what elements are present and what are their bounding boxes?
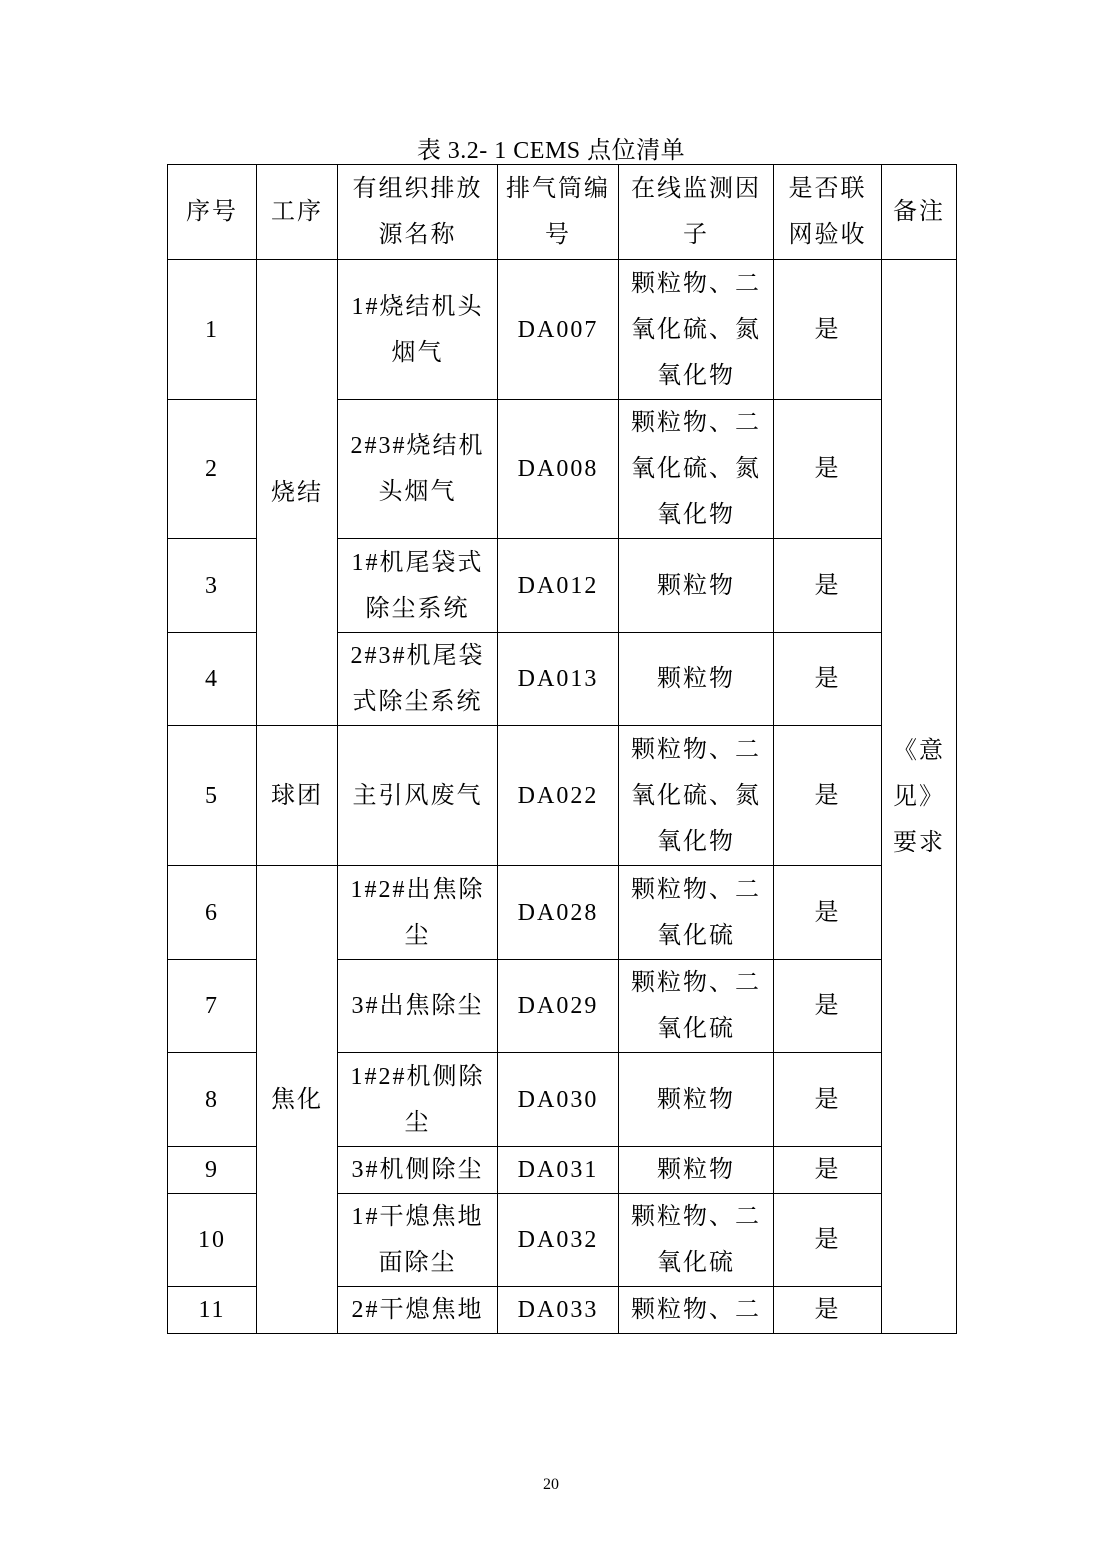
cell-accepted: 是 [774,1053,882,1147]
cell-process-sinter: 烧结 [257,260,338,726]
cell-source: 2#3#机尾袋式除尘系统 [338,633,498,726]
cell-source: 主引风废气 [338,726,498,866]
cell-stack: DA031 [498,1147,619,1194]
table-caption: 表 3.2- 1 CEMS 点位清单 [416,138,686,164]
cell-factors: 颗粒物 [619,1147,774,1194]
cell-accepted: 是 [774,633,882,726]
cell-factors: 颗粒物 [619,633,774,726]
cell-factors: 颗粒物、二氧化硫 [619,1194,774,1287]
header-remark: 备注 [882,165,957,260]
cell-factors: 颗粒物、二氧化硫 [619,960,774,1053]
cell-seq: 1 [168,260,257,400]
cell-process-coking: 焦化 [257,866,338,1334]
cell-accepted: 是 [774,1194,882,1287]
cell-accepted: 是 [774,726,882,866]
cell-source: 1#机尾袋式除尘系统 [338,539,498,633]
cell-stack: DA008 [498,400,619,539]
cell-process-pellet: 球团 [257,726,338,866]
cell-stack: DA030 [498,1053,619,1147]
cell-factors: 颗粒物、二 [619,1287,774,1334]
cell-seq: 6 [168,866,257,960]
cell-stack: DA028 [498,866,619,960]
cell-accepted: 是 [774,260,882,400]
cell-stack: DA032 [498,1194,619,1287]
cell-seq: 2 [168,400,257,539]
cell-stack: DA007 [498,260,619,400]
cell-seq: 4 [168,633,257,726]
header-seq: 序号 [168,165,257,260]
cell-stack: DA013 [498,633,619,726]
cell-seq: 10 [168,1194,257,1287]
cell-factors: 颗粒物 [619,539,774,633]
cell-factors: 颗粒物、二氧化硫、氮氧化物 [619,726,774,866]
cems-table [167,164,957,1334]
cell-seq: 8 [168,1053,257,1147]
cell-seq: 5 [168,726,257,866]
cell-source: 3#机侧除尘 [338,1147,498,1194]
cell-stack: DA033 [498,1287,619,1334]
cell-factors: 颗粒物、二氧化硫、氮氧化物 [619,400,774,539]
cell-seq: 11 [168,1287,257,1334]
table-row [168,726,957,866]
cell-accepted: 是 [774,866,882,960]
page-number: 20 [543,1476,559,1493]
cell-source: 3#出焦除尘 [338,960,498,1053]
cell-seq: 7 [168,960,257,1053]
table-row [168,260,957,400]
header-process: 工序 [257,165,338,260]
cell-source: 2#3#烧结机头烟气 [338,400,498,539]
cell-accepted: 是 [774,1147,882,1194]
header-factors: 在线监测因子 [619,165,774,260]
cell-accepted: 是 [774,400,882,539]
cell-accepted: 是 [774,1287,882,1334]
cell-stack: DA029 [498,960,619,1053]
cell-source: 1#干熄焦地面除尘 [338,1194,498,1287]
cell-seq: 3 [168,539,257,633]
cell-seq: 9 [168,1147,257,1194]
cell-source: 1#2#机侧除尘 [338,1053,498,1147]
cell-source: 1#烧结机头烟气 [338,260,498,400]
cell-stack: DA012 [498,539,619,633]
header-source: 有组织排放源名称 [338,165,498,260]
header-row [168,165,957,260]
cell-factors: 颗粒物、二氧化硫、氮氧化物 [619,260,774,400]
cell-source: 1#2#出焦除尘 [338,866,498,960]
cell-stack: DA022 [498,726,619,866]
header-accepted: 是否联网验收 [774,165,882,260]
cell-factors: 颗粒物、二氧化硫 [619,866,774,960]
table-row [168,866,957,960]
cell-accepted: 是 [774,960,882,1053]
header-stack: 排气筒编号 [498,165,619,260]
cell-accepted: 是 [774,539,882,633]
cell-remark: 《意见》要求 [882,260,957,1334]
cell-source: 2#干熄焦地 [338,1287,498,1334]
cell-factors: 颗粒物 [619,1053,774,1147]
